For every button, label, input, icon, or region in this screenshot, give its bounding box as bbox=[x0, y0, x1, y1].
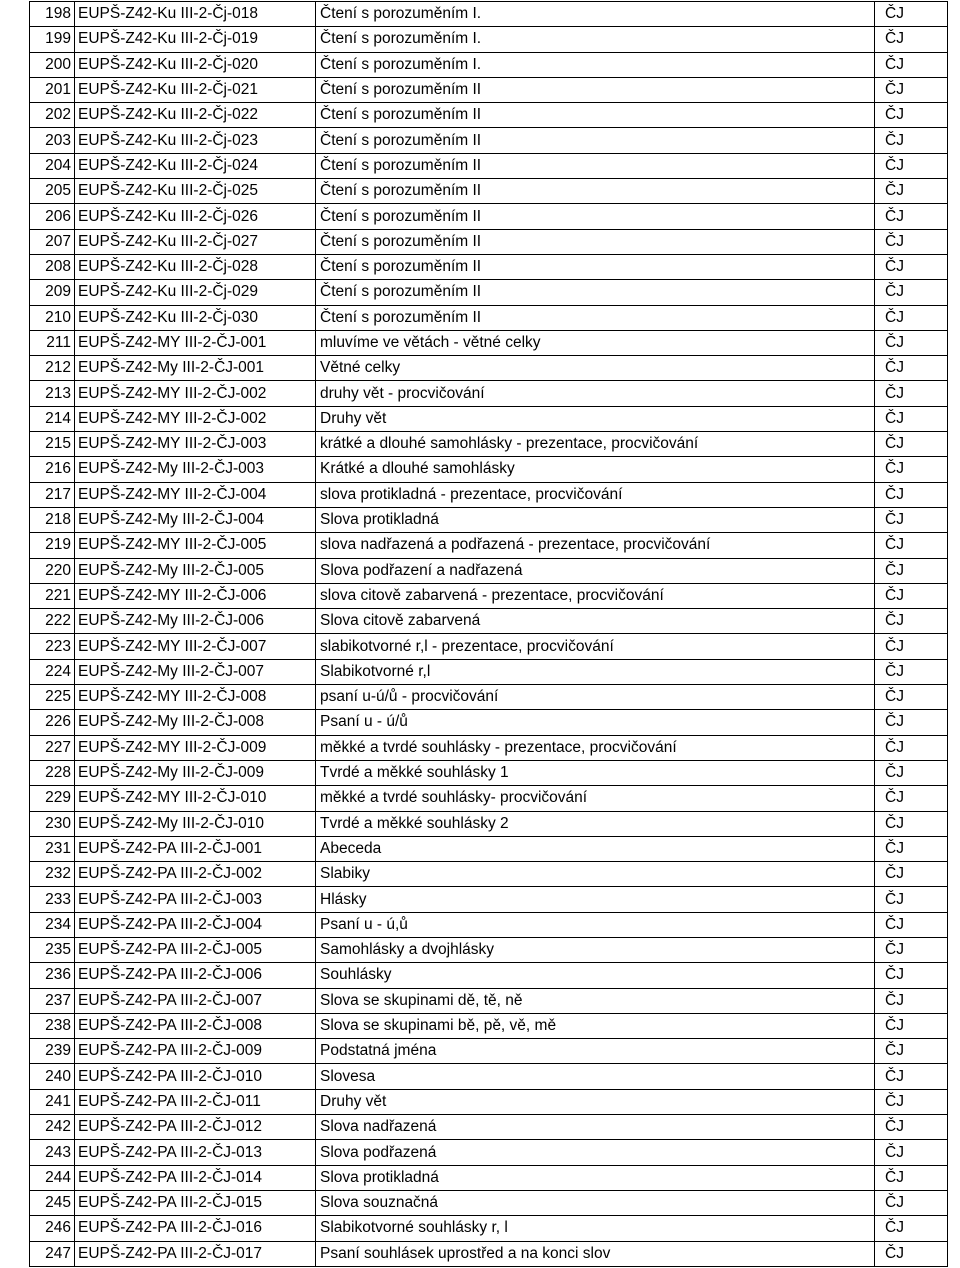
material-code-cell: EUPŠ-Z42-MY III-2-ČJ-008 bbox=[75, 685, 316, 710]
table-row bbox=[30, 204, 948, 229]
materials-table bbox=[29, 1, 948, 1267]
table-row bbox=[30, 229, 948, 254]
row-number-cell: 201 bbox=[30, 77, 75, 102]
material-code-cell: EUPŠ-Z42-Ku III-2-Čj-018 bbox=[75, 2, 316, 27]
row-number-cell: 205 bbox=[30, 179, 75, 204]
table-row bbox=[30, 1190, 948, 1215]
material-code-cell: EUPŠ-Z42-Ku III-2-Čj-024 bbox=[75, 153, 316, 178]
table-row bbox=[30, 2, 948, 27]
material-code-cell: EUPŠ-Z42-Ku III-2-Čj-026 bbox=[75, 204, 316, 229]
material-title-cell: Čtení s porozuměním II bbox=[316, 128, 875, 153]
material-code-cell: EUPŠ-Z42-My III-2-ČJ-001 bbox=[75, 356, 316, 381]
material-code-cell: EUPŠ-Z42-MY III-2-ČJ-006 bbox=[75, 583, 316, 608]
subject-cell: ČJ bbox=[875, 457, 948, 482]
material-code-cell: EUPŠ-Z42-MY III-2-ČJ-007 bbox=[75, 634, 316, 659]
material-title-cell: Souhlásky bbox=[316, 963, 875, 988]
row-number-cell: 230 bbox=[30, 811, 75, 836]
material-code-cell: EUPŠ-Z42-Ku III-2-Čj-020 bbox=[75, 52, 316, 77]
subject-cell: ČJ bbox=[875, 356, 948, 381]
material-title-cell: Slova se skupinami dě, tě, ně bbox=[316, 988, 875, 1013]
material-title-cell: Čtení s porozuměním II bbox=[316, 204, 875, 229]
row-number-cell: 231 bbox=[30, 836, 75, 861]
material-code-cell: EUPŠ-Z42-MY III-2-ČJ-002 bbox=[75, 406, 316, 431]
subject-cell: ČJ bbox=[875, 760, 948, 785]
subject-cell: ČJ bbox=[875, 710, 948, 735]
material-title-cell: Čtení s porozuměním II bbox=[316, 77, 875, 102]
material-code-cell: EUPŠ-Z42-My III-2-ČJ-007 bbox=[75, 659, 316, 684]
material-code-cell: EUPŠ-Z42-Ku III-2-Čj-023 bbox=[75, 128, 316, 153]
row-number-cell: 204 bbox=[30, 153, 75, 178]
material-title-cell: slabikotvorné r,l - prezentace, procvičování bbox=[316, 634, 875, 659]
subject-cell: ČJ bbox=[875, 1013, 948, 1038]
table-row bbox=[30, 330, 948, 355]
table-row bbox=[30, 1039, 948, 1064]
table-row bbox=[30, 27, 948, 52]
subject-cell: ČJ bbox=[875, 1140, 948, 1165]
material-code-cell: EUPŠ-Z42-Ku III-2-Čj-021 bbox=[75, 77, 316, 102]
subject-cell: ČJ bbox=[875, 583, 948, 608]
material-title-cell: Čtení s porozuměním I. bbox=[316, 52, 875, 77]
subject-cell: ČJ bbox=[875, 280, 948, 305]
subject-cell: ČJ bbox=[875, 2, 948, 27]
subject-cell: ČJ bbox=[875, 305, 948, 330]
table-row bbox=[30, 609, 948, 634]
row-number-cell: 220 bbox=[30, 558, 75, 583]
table-row bbox=[30, 1064, 948, 1089]
material-title-cell: Slova podřazení a nadřazená bbox=[316, 558, 875, 583]
material-code-cell: EUPŠ-Z42-PA III-2-ČJ-002 bbox=[75, 862, 316, 887]
material-code-cell: EUPŠ-Z42-My III-2-ČJ-005 bbox=[75, 558, 316, 583]
row-number-cell: 232 bbox=[30, 862, 75, 887]
material-code-cell: EUPŠ-Z42-PA III-2-ČJ-017 bbox=[75, 1241, 316, 1266]
table-row bbox=[30, 1140, 948, 1165]
row-number-cell: 219 bbox=[30, 533, 75, 558]
table-row bbox=[30, 1165, 948, 1190]
table-row bbox=[30, 280, 948, 305]
table-row bbox=[30, 482, 948, 507]
row-number-cell: 237 bbox=[30, 988, 75, 1013]
table-row bbox=[30, 52, 948, 77]
subject-cell: ČJ bbox=[875, 153, 948, 178]
material-code-cell: EUPŠ-Z42-My III-2-ČJ-006 bbox=[75, 609, 316, 634]
subject-cell: ČJ bbox=[875, 1165, 948, 1190]
table-row bbox=[30, 786, 948, 811]
material-title-cell: slova citově zabarvená - prezentace, procvičování bbox=[316, 583, 875, 608]
material-code-cell: EUPŠ-Z42-PA III-2-ČJ-010 bbox=[75, 1064, 316, 1089]
row-number-cell: 229 bbox=[30, 786, 75, 811]
row-number-cell: 225 bbox=[30, 685, 75, 710]
subject-cell: ČJ bbox=[875, 1216, 948, 1241]
table-row bbox=[30, 457, 948, 482]
material-code-cell: EUPŠ-Z42-PA III-2-ČJ-003 bbox=[75, 887, 316, 912]
subject-cell: ČJ bbox=[875, 1089, 948, 1114]
subject-cell: ČJ bbox=[875, 786, 948, 811]
table-row bbox=[30, 1013, 948, 1038]
table-row bbox=[30, 735, 948, 760]
row-number-cell: 241 bbox=[30, 1089, 75, 1114]
material-title-cell: Slova souznačná bbox=[316, 1190, 875, 1215]
material-title-cell: Krátké a dlouhé samohlásky bbox=[316, 457, 875, 482]
row-number-cell: 243 bbox=[30, 1140, 75, 1165]
material-code-cell: EUPŠ-Z42-PA III-2-ČJ-013 bbox=[75, 1140, 316, 1165]
row-number-cell: 224 bbox=[30, 659, 75, 684]
material-title-cell: měkké a tvrdé souhlásky- procvičování bbox=[316, 786, 875, 811]
table-row bbox=[30, 128, 948, 153]
subject-cell: ČJ bbox=[875, 52, 948, 77]
material-title-cell: Větné celky bbox=[316, 356, 875, 381]
material-title-cell: Slova nadřazená bbox=[316, 1115, 875, 1140]
subject-cell: ČJ bbox=[875, 1190, 948, 1215]
material-code-cell: EUPŠ-Z42-PA III-2-ČJ-008 bbox=[75, 1013, 316, 1038]
table-row bbox=[30, 179, 948, 204]
row-number-cell: 202 bbox=[30, 103, 75, 128]
row-number-cell: 210 bbox=[30, 305, 75, 330]
material-title-cell: Podstatná jména bbox=[316, 1039, 875, 1064]
material-code-cell: EUPŠ-Z42-Ku III-2-Čj-030 bbox=[75, 305, 316, 330]
table-row bbox=[30, 254, 948, 279]
material-code-cell: EUPŠ-Z42-MY III-2-ČJ-005 bbox=[75, 533, 316, 558]
row-number-cell: 207 bbox=[30, 229, 75, 254]
material-code-cell: EUPŠ-Z42-MY III-2-ČJ-002 bbox=[75, 381, 316, 406]
row-number-cell: 226 bbox=[30, 710, 75, 735]
material-code-cell: EUPŠ-Z42-PA III-2-ČJ-015 bbox=[75, 1190, 316, 1215]
material-title-cell: Čtení s porozuměním II bbox=[316, 305, 875, 330]
material-title-cell: Psaní souhlásek uprostřed a na konci slov bbox=[316, 1241, 875, 1266]
row-number-cell: 213 bbox=[30, 381, 75, 406]
subject-cell: ČJ bbox=[875, 1064, 948, 1089]
material-code-cell: EUPŠ-Z42-Ku III-2-Čj-019 bbox=[75, 27, 316, 52]
subject-cell: ČJ bbox=[875, 27, 948, 52]
row-number-cell: 223 bbox=[30, 634, 75, 659]
row-number-cell: 209 bbox=[30, 280, 75, 305]
subject-cell: ČJ bbox=[875, 507, 948, 532]
material-code-cell: EUPŠ-Z42-MY III-2-ČJ-001 bbox=[75, 330, 316, 355]
materials-table-body bbox=[30, 2, 948, 1267]
material-code-cell: EUPŠ-Z42-PA III-2-ČJ-005 bbox=[75, 937, 316, 962]
material-code-cell: EUPŠ-Z42-MY III-2-ČJ-010 bbox=[75, 786, 316, 811]
table-row bbox=[30, 963, 948, 988]
material-title-cell: Druhy vět bbox=[316, 1089, 875, 1114]
row-number-cell: 211 bbox=[30, 330, 75, 355]
material-title-cell: Čtení s porozuměním II bbox=[316, 179, 875, 204]
material-code-cell: EUPŠ-Z42-PA III-2-ČJ-004 bbox=[75, 912, 316, 937]
subject-cell: ČJ bbox=[875, 735, 948, 760]
table-row bbox=[30, 634, 948, 659]
row-number-cell: 218 bbox=[30, 507, 75, 532]
row-number-cell: 198 bbox=[30, 2, 75, 27]
subject-cell: ČJ bbox=[875, 432, 948, 457]
table-row bbox=[30, 887, 948, 912]
subject-cell: ČJ bbox=[875, 634, 948, 659]
row-number-cell: 206 bbox=[30, 204, 75, 229]
row-number-cell: 200 bbox=[30, 52, 75, 77]
material-title-cell: Čtení s porozuměním II bbox=[316, 229, 875, 254]
material-code-cell: EUPŠ-Z42-My III-2-ČJ-009 bbox=[75, 760, 316, 785]
material-code-cell: EUPŠ-Z42-PA III-2-ČJ-007 bbox=[75, 988, 316, 1013]
row-number-cell: 239 bbox=[30, 1039, 75, 1064]
table-row bbox=[30, 432, 948, 457]
subject-cell: ČJ bbox=[875, 330, 948, 355]
table-row bbox=[30, 1216, 948, 1241]
material-title-cell: Čtení s porozuměním II bbox=[316, 254, 875, 279]
subject-cell: ČJ bbox=[875, 1115, 948, 1140]
material-title-cell: Čtení s porozuměním I. bbox=[316, 27, 875, 52]
material-title-cell: Čtení s porozuměním I. bbox=[316, 2, 875, 27]
table-row bbox=[30, 685, 948, 710]
subject-cell: ČJ bbox=[875, 229, 948, 254]
material-code-cell: EUPŠ-Z42-MY III-2-ČJ-009 bbox=[75, 735, 316, 760]
subject-cell: ČJ bbox=[875, 128, 948, 153]
row-number-cell: 214 bbox=[30, 406, 75, 431]
subject-cell: ČJ bbox=[875, 811, 948, 836]
material-code-cell: EUPŠ-Z42-Ku III-2-Čj-025 bbox=[75, 179, 316, 204]
material-title-cell: Slova citově zabarvená bbox=[316, 609, 875, 634]
row-number-cell: 242 bbox=[30, 1115, 75, 1140]
table-row bbox=[30, 381, 948, 406]
row-number-cell: 228 bbox=[30, 760, 75, 785]
subject-cell: ČJ bbox=[875, 77, 948, 102]
material-title-cell: psaní u-ú/ů - procvičování bbox=[316, 685, 875, 710]
material-code-cell: EUPŠ-Z42-Ku III-2-Čj-028 bbox=[75, 254, 316, 279]
row-number-cell: 199 bbox=[30, 27, 75, 52]
material-title-cell: krátké a dlouhé samohlásky - prezentace, procvičování bbox=[316, 432, 875, 457]
row-number-cell: 236 bbox=[30, 963, 75, 988]
row-number-cell: 212 bbox=[30, 356, 75, 381]
material-code-cell: EUPŠ-Z42-PA III-2-ČJ-011 bbox=[75, 1089, 316, 1114]
material-code-cell: EUPŠ-Z42-PA III-2-ČJ-009 bbox=[75, 1039, 316, 1064]
table-row bbox=[30, 507, 948, 532]
table-row bbox=[30, 153, 948, 178]
material-title-cell: Psaní u - ú,ů bbox=[316, 912, 875, 937]
material-code-cell: EUPŠ-Z42-MY III-2-ČJ-004 bbox=[75, 482, 316, 507]
row-number-cell: 245 bbox=[30, 1190, 75, 1215]
subject-cell: ČJ bbox=[875, 406, 948, 431]
subject-cell: ČJ bbox=[875, 558, 948, 583]
material-code-cell: EUPŠ-Z42-PA III-2-ČJ-001 bbox=[75, 836, 316, 861]
material-title-cell: měkké a tvrdé souhlásky - prezentace, procvičování bbox=[316, 735, 875, 760]
table-row bbox=[30, 710, 948, 735]
subject-cell: ČJ bbox=[875, 1039, 948, 1064]
table-row bbox=[30, 558, 948, 583]
subject-cell: ČJ bbox=[875, 204, 948, 229]
material-code-cell: EUPŠ-Z42-MY III-2-ČJ-003 bbox=[75, 432, 316, 457]
row-number-cell: 234 bbox=[30, 912, 75, 937]
material-title-cell: Psaní u - ú/ů bbox=[316, 710, 875, 735]
subject-cell: ČJ bbox=[875, 103, 948, 128]
row-number-cell: 203 bbox=[30, 128, 75, 153]
table-row bbox=[30, 912, 948, 937]
row-number-cell: 222 bbox=[30, 609, 75, 634]
material-title-cell: Slova protikladná bbox=[316, 1165, 875, 1190]
subject-cell: ČJ bbox=[875, 609, 948, 634]
subject-cell: ČJ bbox=[875, 963, 948, 988]
subject-cell: ČJ bbox=[875, 937, 948, 962]
material-code-cell: EUPŠ-Z42-Ku III-2-Čj-022 bbox=[75, 103, 316, 128]
material-code-cell: EUPŠ-Z42-My III-2-ČJ-003 bbox=[75, 457, 316, 482]
row-number-cell: 240 bbox=[30, 1064, 75, 1089]
material-title-cell: Slova se skupinami bě, pě, vě, mě bbox=[316, 1013, 875, 1038]
subject-cell: ČJ bbox=[875, 912, 948, 937]
material-title-cell: Samohlásky a dvojhlásky bbox=[316, 937, 875, 962]
row-number-cell: 244 bbox=[30, 1165, 75, 1190]
row-number-cell: 221 bbox=[30, 583, 75, 608]
material-title-cell: Slovesa bbox=[316, 1064, 875, 1089]
row-number-cell: 216 bbox=[30, 457, 75, 482]
subject-cell: ČJ bbox=[875, 836, 948, 861]
material-title-cell: Slabikotvorné r,l bbox=[316, 659, 875, 684]
table-row bbox=[30, 1241, 948, 1266]
subject-cell: ČJ bbox=[875, 482, 948, 507]
subject-cell: ČJ bbox=[875, 685, 948, 710]
table-row bbox=[30, 659, 948, 684]
row-number-cell: 235 bbox=[30, 937, 75, 962]
material-title-cell: Druhy vět bbox=[316, 406, 875, 431]
material-title-cell: Slabiky bbox=[316, 862, 875, 887]
row-number-cell: 208 bbox=[30, 254, 75, 279]
material-code-cell: EUPŠ-Z42-Ku III-2-Čj-027 bbox=[75, 229, 316, 254]
table-row bbox=[30, 862, 948, 887]
material-title-cell: Čtení s porozuměním II bbox=[316, 280, 875, 305]
table-row bbox=[30, 77, 948, 102]
subject-cell: ČJ bbox=[875, 887, 948, 912]
subject-cell: ČJ bbox=[875, 254, 948, 279]
table-row bbox=[30, 1115, 948, 1140]
table-row bbox=[30, 356, 948, 381]
row-number-cell: 233 bbox=[30, 887, 75, 912]
material-code-cell: EUPŠ-Z42-PA III-2-ČJ-006 bbox=[75, 963, 316, 988]
material-title-cell: Slova podřazená bbox=[316, 1140, 875, 1165]
table-row bbox=[30, 811, 948, 836]
material-title-cell: Slova protikladná bbox=[316, 507, 875, 532]
material-code-cell: EUPŠ-Z42-PA III-2-ČJ-014 bbox=[75, 1165, 316, 1190]
subject-cell: ČJ bbox=[875, 381, 948, 406]
table-row bbox=[30, 406, 948, 431]
row-number-cell: 238 bbox=[30, 1013, 75, 1038]
subject-cell: ČJ bbox=[875, 659, 948, 684]
material-title-cell: mluvíme ve větách - větné celky bbox=[316, 330, 875, 355]
subject-cell: ČJ bbox=[875, 179, 948, 204]
row-number-cell: 217 bbox=[30, 482, 75, 507]
table-row bbox=[30, 583, 948, 608]
row-number-cell: 215 bbox=[30, 432, 75, 457]
material-title-cell: Hlásky bbox=[316, 887, 875, 912]
subject-cell: ČJ bbox=[875, 1241, 948, 1266]
table-row bbox=[30, 305, 948, 330]
material-title-cell: druhy vět - procvičování bbox=[316, 381, 875, 406]
table-row bbox=[30, 533, 948, 558]
material-title-cell: Slabikotvorné souhlásky r, l bbox=[316, 1216, 875, 1241]
material-code-cell: EUPŠ-Z42-My III-2-ČJ-008 bbox=[75, 710, 316, 735]
subject-cell: ČJ bbox=[875, 533, 948, 558]
material-code-cell: EUPŠ-Z42-My III-2-ČJ-004 bbox=[75, 507, 316, 532]
material-title-cell: Abeceda bbox=[316, 836, 875, 861]
subject-cell: ČJ bbox=[875, 988, 948, 1013]
material-code-cell: EUPŠ-Z42-PA III-2-ČJ-016 bbox=[75, 1216, 316, 1241]
table-row bbox=[30, 836, 948, 861]
material-code-cell: EUPŠ-Z42-Ku III-2-Čj-029 bbox=[75, 280, 316, 305]
material-title-cell: Tvrdé a měkké souhlásky 2 bbox=[316, 811, 875, 836]
material-code-cell: EUPŠ-Z42-PA III-2-ČJ-012 bbox=[75, 1115, 316, 1140]
material-title-cell: Tvrdé a měkké souhlásky 1 bbox=[316, 760, 875, 785]
material-title-cell: Čtení s porozuměním II bbox=[316, 103, 875, 128]
row-number-cell: 227 bbox=[30, 735, 75, 760]
material-title-cell: slova nadřazená a podřazená - prezentace, procvičování bbox=[316, 533, 875, 558]
material-code-cell: EUPŠ-Z42-My III-2-ČJ-010 bbox=[75, 811, 316, 836]
table-row bbox=[30, 760, 948, 785]
table-row bbox=[30, 937, 948, 962]
material-title-cell: slova protikladná - prezentace, procvičování bbox=[316, 482, 875, 507]
table-row bbox=[30, 103, 948, 128]
material-title-cell: Čtení s porozuměním II bbox=[316, 153, 875, 178]
table-row bbox=[30, 1089, 948, 1114]
row-number-cell: 246 bbox=[30, 1216, 75, 1241]
row-number-cell: 247 bbox=[30, 1241, 75, 1266]
table-row bbox=[30, 988, 948, 1013]
subject-cell: ČJ bbox=[875, 862, 948, 887]
